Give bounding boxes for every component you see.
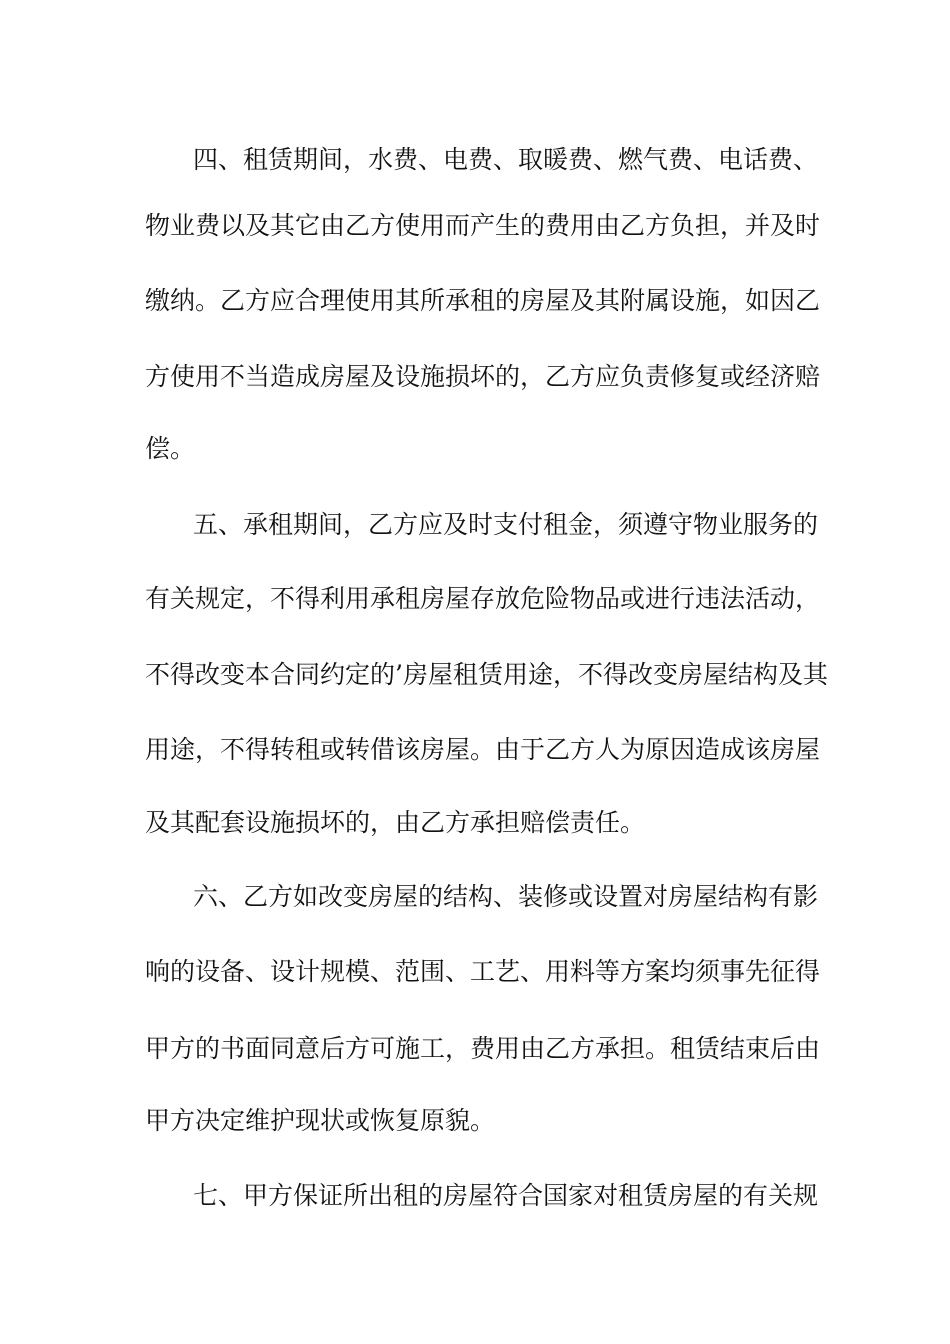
clause-5-line-3: 不得改变本合同约定的’房屋租赁用途，不得改变房屋结构及其 (145, 660, 828, 689)
clause-6-line-3: 甲方的书面同意后方可施工，费用由乙方承担。租赁结束后由 (145, 1034, 821, 1063)
clause-5-line-4: 用途，不得转租或转借该房屋。由于乙方人为原因造成该房屋 (145, 735, 821, 764)
clause-6-line-2: 响的设备、设计规模、范围、工艺、用料等方案均须事先征得 (145, 957, 821, 986)
clause-5-line-2: 有关规定，不得利用承租房屋存放危险物品或进行违法活动， (145, 584, 821, 613)
clause-4-line-5: 偿。 (145, 434, 196, 463)
clause-7-line-1: 七、甲方保证所出租的房屋符合国家对租赁房屋的有关规 (193, 1181, 819, 1210)
clause-4-line-1: 四、租赁期间，水费、电费、取暖费、燃气费、电话费、 (193, 145, 819, 174)
clause-6-line-1: 六、乙方如改变房屋的结构、装修或设置对房屋结构有影 (193, 882, 819, 911)
clause-5-line-1: 五、承租期间，乙方应及时支付租金，须遵守物业服务的 (193, 510, 819, 539)
clause-4-line-3: 缴纳。乙方应合理使用其所承租的房屋及其附属设施，如因乙 (145, 286, 821, 315)
clause-4-line-2: 物业费以及其它由乙方使用而产生的费用由乙方负担，并及时 (145, 211, 821, 240)
clause-5-line-5: 及其配套设施损坏的，由乙方承担赔偿责任。 (145, 808, 646, 837)
clause-6-line-4: 甲方决定维护现状或恢复原貌。 (145, 1106, 496, 1135)
clause-4-line-4: 方使用不当造成房屋及设施损坏的，乙方应负责修复或经济赔 (145, 362, 821, 391)
